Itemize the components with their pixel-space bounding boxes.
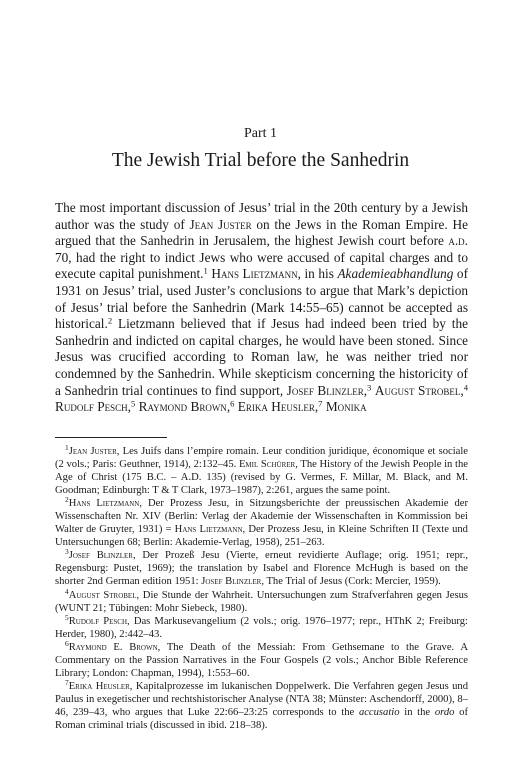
footnote-text: , The Death of the Messiah: From Gethsemane to the Grave. A Commentary on the Passion Narratives in the Four Gospels (2 vols.; Anchor Bible Reference Library; London: Chapman, 1994), 1:553–60. [55,641,468,679]
author-name: August Strobel [68,589,137,601]
footnote-5 [55,612,468,641]
footnote-text: , Kapitalprozesse im lukanischen Doppelwerk. Die Verfahren gegen Jesus und Paulus in exegetischer und rechtshistorischer Analyse (NTA 38; Münster: Aschendorff, 2000), 8–46, 239–43, who argues that Luke 22:66–23:25 corresponds to the [55,680,468,718]
footnote-number: 3 [65,547,69,557]
footnote-6 [55,638,468,680]
author-name: Jean Juster [189,216,252,232]
footnote-ref-6[interactable]: 6 [230,398,235,409]
footnote-4 [55,586,468,615]
footnote-text: , Das Markusevangelium (2 vols.; orig. 1976–1977; repr., HThK 2; Freiburg: Herder, 1980), 2:442–43. [55,615,468,640]
footnote-ref-4[interactable]: 4 [463,381,468,392]
author-name: Raymond Brown [138,399,227,415]
footnote-7 [55,677,468,732]
author-name: Emil Schürer [238,459,296,471]
author-name: Hans Lietzmann [211,266,298,282]
body-text-run: of 1931 on Jesus’ trial, used Juster’s conclusions to argue that Mark’s depiction of Jesus’ trial before the Sanhedrin (Mark 14:55–65) cannot be accepted as historical. [55,266,469,332]
era-abbrev: a.d. [448,233,468,249]
footnote-text: , The Trial of Jesus (Cork: Mercier, 1959). [261,576,441,588]
author-name: Hans Lietzmann [174,524,243,536]
comma: , [314,399,319,415]
footnote-text: , Der Prozeß Jesu (Vierte, erneut revidierte Auflage; orig. 1951; repr., Regensburg: Pustet, 1969); the translation by Isabel and Florence McHugh is based on the shorter 2nd German edition 1951: [55,550,469,588]
author-name: Monika [325,399,367,415]
footnote-number: 2 [65,495,69,505]
footnote-number: 7 [65,677,69,687]
chapter-title: The Jewish Trial before the Sanhedrin [111,150,410,171]
footnote-ref-7[interactable]: 7 [318,398,323,409]
author-name: Erika Heusler [68,680,130,692]
footnote-ref-5[interactable]: 5 [130,398,136,409]
part-label: Part 1 [243,126,278,141]
author-name: Rudolf Pesch [68,615,128,627]
footnote-number: 1 [65,442,69,452]
body-paragraph [55,200,468,416]
footnote-text: , Die Stunde der Wahrheit. Untersuchungen zum Strafverfahren gegen Jesus (WUNT 21; Tübingen: Mohr Siebeck, 1980). [55,589,468,614]
body-text-run: , in his [297,266,338,282]
author-name: August Strobel [374,382,461,398]
footnote-number: 5 [65,612,69,622]
body-text-run: on the Jews in the Roman Empire. He argued that the Sanhedrin in Jerusalem, the highest Jewish court before [55,216,468,249]
author-name: Josef Blinzler [201,576,262,588]
footnote-separator [55,437,167,438]
author-name: Jean Juster [68,446,117,457]
footnote-2 [55,497,468,549]
footnote-3 [55,549,468,588]
footnote-ref-3[interactable]: 3 [367,381,372,392]
footnote-number: 4 [65,586,69,596]
footnote-text: , Les Juifs dans l’empire romain. Leur condition juridique, économique et sociale (2 vols.; Paris: Geuthner, 1914), 2:132–45. [55,446,468,471]
footnote-number: 6 [65,638,69,648]
footnote-text: , Der Prozess Jesu, in Sitzungsberichte der preussischen Akademie der Wissenschaften Nr. XIV (Berlin: Verlag der Akademie der Wissenschaften in Kommission bei Walter de Gruyter, 1931) = [55,498,469,536]
comma: , [460,382,464,398]
author-name: Erika Heusler [237,399,315,415]
author-name: Josef Blinzler [286,382,364,398]
work-title: Akademieabhandlung [337,266,454,282]
footnote-1 [55,442,468,497]
footnote-text: , Der Prozess Jesu, in Kleine Schriften II (Texte und Untersuchungen 68; Berlin: Akademie-Verlag, 1958), 251–263. [55,524,468,549]
footnote-text: in the [399,706,435,718]
author-name: Rudolf Pesch [55,399,128,415]
author-name: Raymond E. Brown [68,641,158,653]
footnote-ref-2[interactable]: 2 [107,315,113,326]
footnote-text: , The History of the Jewish People in the Age of Christ (175 B.C. – A.D. 135) (revised by G. Vermes, F. Millar, M. Black, and M. Goodman; Edinburgh: T & T Clark, 1973–1987), 2:261, argues the same point. [55,459,468,497]
body-text-run: Lietzmann believed that if Jesus had indeed been tried by the Sanhedrin and indicted on capital charges, he would have been stoned. Since Jesus was crucified according to Roman law, he was neither tried nor condemned by the Sanhedrin. While skepticism concerning the historicity of a Sanhedrin trial continues to find support, [55,316,468,398]
comma: , [127,399,131,415]
author-name: Josef Blinzler [68,550,133,562]
author-name: Hans Lietzmann [68,498,140,510]
footnote-text: of Roman criminal trials (discussed in ibid. 218–38). [55,706,468,731]
footnotes [55,442,469,732]
comma: , [363,382,368,398]
latin-term: ordo [434,706,455,718]
comma: , [226,399,231,415]
body-text-run: 70, had the right to indict Jews who were accused of capital charges and to execute capital punishment. [55,249,468,282]
body-text-run: The most important discussion of Jesus’ trial in the 20th century by a Jewish author was the study of [55,200,468,232]
footnote-ref-1[interactable]: 1 [203,265,208,276]
latin-term: accusatio [358,706,400,718]
